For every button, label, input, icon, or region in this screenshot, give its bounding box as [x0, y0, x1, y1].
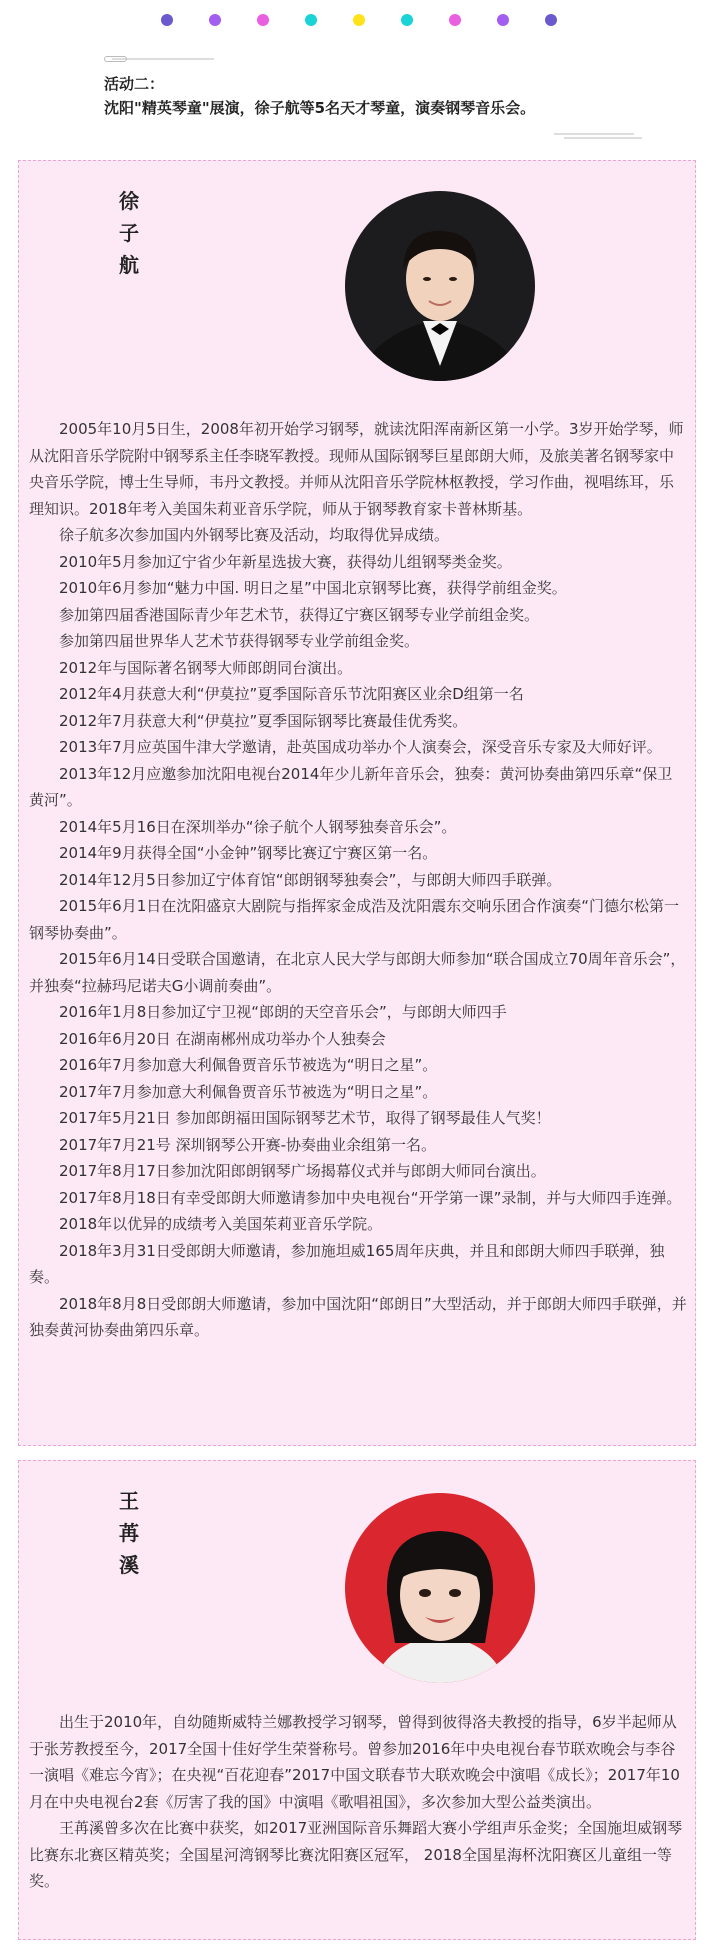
bio-paragraph: 2005年10月5日生，2008年初开始学习钢琴，就读沈阳浑南新区第一小学。3岁开始学琴，师从沈阳音乐学院附中钢琴系主任李晓军教授。现师从国际钢琴巨星郎朗大师，及旅美著名钢琴家中央音乐学院，博士生导师，韦丹文教授。并师从沈阳音乐学院林枢教授，学习作曲，视唱练耳，乐理知识。2018年考入美国朱莉亚音乐学院，师从于钢琴教育家卡普林斯基。 — [29, 420, 684, 518]
bio-paragraph: 王苒溪曾多次在比赛中获奖，如2017亚洲国际音乐舞蹈大赛小学组声乐金奖；全国施坦威钢琴比赛东北赛区精英奖；全国星河湾钢琴比赛沈阳赛区冠军， 2018全国星海杯沈阳赛区儿童组一等奖。 — [29, 1819, 683, 1890]
bio-paragraph: 2013年12月应邀参加沈阳电视台2014年少儿新年音乐会，独奏：黄河协奏曲第四乐章“保卫黄河”。 — [29, 764, 673, 809]
bio-paragraph: 2018年8月8日受郎朗大师邀请，参加中国沈阳“郎朗日”大型活动，并于郎朗大师四手联弹，并独奏黄河协奏曲第四乐章。 — [29, 1294, 687, 1339]
performer-photo — [345, 191, 535, 381]
bio-paragraph: 2012年7月获意大利“伊莫拉”夏季国际钢琴比赛最佳优秀奖。 — [59, 711, 468, 730]
bio-paragraph: 2010年5月参加辽宁省少年新星选拔大赛，获得幼儿组钢琴类金奖。 — [59, 552, 512, 571]
bio-paragraph: 2014年12月5日参加辽宁体育馆“郎朗钢琴独奏会”，与郎朗大师四手联弹。 — [59, 870, 562, 889]
bio-paragraph: 2012年4月获意大利“伊莫拉”夏季国际音乐节沈阳赛区业余D组第一名 — [59, 685, 524, 703]
bio-paragraph: 2015年6月14日受联合国邀请，在北京人民大学与郎朗大师参加“联合国成立70周年音乐会”，并独奏“拉赫玛尼诺夫G小调前奏曲”。 — [29, 950, 686, 995]
bio-paragraph: 2017年7月参加意大利佩鲁贾音乐节被选为“明日之星”。 — [59, 1082, 438, 1101]
name-char: 王 — [119, 1489, 139, 1513]
bio-paragraph: 参加第四届世界华人艺术节获得钢琴专业学前组金奖。 — [59, 632, 420, 650]
bio-paragraph: 2015年6月1日在沈阳盛京大剧院与指挥家金成浩及沈阳震东交响乐团合作演奏“门德尔松第一钢琴协奏曲”。 — [29, 897, 680, 942]
bio-paragraph: 2013年7月应英国牛津大学邀请，赴英国成功举办个人演奏会，深受音乐专家及大师好评。 — [59, 738, 662, 756]
activity-label: 活动二： — [104, 75, 165, 93]
decorative-dots — [0, 11, 716, 29]
name-char: 苒 — [119, 1521, 139, 1545]
bio-paragraph: 2018年以优异的成绩考入美国茱莉亚音乐学院。 — [59, 1215, 383, 1233]
title-line-left — [104, 54, 214, 64]
bio-paragraph: 2018年3月31日受郎朗大师邀请，参加施坦威165周年庆典，并且和郎朗大师四手联弹，独奏。 — [29, 1241, 665, 1286]
bio-paragraph: 出生于2010年，自幼随斯威特兰娜教授学习钢琴，曾得到彼得洛夫教授的指导，6岁半起师从于张芳教授至今，2017全国十佳好学生荣誉称号。曾参加2016年中央电视台春节联欢晚会与李谷一演唱《难忘今宵》；在央视“百花迎春”2017中国文联春节大联欢晚会中演唱《成长》；2017年10月在中央电视台2套《厉害了我的国》中演唱《歌唱祖国》，多次参加大型公益类演出。 — [29, 1713, 680, 1811]
dot-1 — [161, 14, 173, 26]
bio-paragraph: 2017年8月17日参加沈阳郎朗钢琴广场揭幕仪式并与郎朗大师同台演出。 — [59, 1162, 546, 1180]
performer-bio — [29, 416, 687, 1344]
activity-description: 沈阳"精英琴童"展演，徐子航等5名天才琴童，演奏钢琴音乐会。 — [104, 99, 536, 117]
name-char: 溪 — [119, 1553, 139, 1577]
dot-8 — [497, 14, 509, 26]
bio-paragraph: 2010年6月参加“魅力中国. 明日之星”中国北京钢琴比赛，获得学前组金奖。 — [59, 579, 567, 597]
bio-paragraph: 2017年8月18日有幸受郎朗大师邀请参加中央电视台“开学第一课”录制，并与大师四手连弹。 — [59, 1188, 682, 1207]
bio-paragraph: 2014年9月获得全国“小金钟”钢琴比赛辽宁赛区第一名。 — [59, 844, 438, 862]
dot-9 — [545, 14, 557, 26]
name-char: 徐 — [119, 189, 139, 213]
bio-paragraph: 2016年1月8日参加辽宁卫视“郎朗的天空音乐会”，与郎朗大师四手 — [59, 1003, 507, 1021]
performer-card-wang-ranxi — [18, 1460, 696, 1940]
performer-name — [114, 185, 144, 281]
title-line-right — [554, 130, 644, 142]
dot-3 — [257, 14, 269, 26]
dot-4 — [305, 14, 317, 26]
bio-paragraph: 2012年与国际著名钢琴大师郎朗同台演出。 — [59, 658, 353, 677]
performer-card-xu-zihang — [18, 160, 696, 1446]
dot-7 — [449, 14, 461, 26]
name-char: 子 — [119, 221, 139, 245]
bio-paragraph: 2017年7月21号 深圳钢琴公开赛-协奏曲业余组第一名。 — [59, 1135, 436, 1154]
dot-5 — [353, 14, 365, 26]
bio-paragraph: 2016年7月参加意大利佩鲁贾音乐节被选为“明日之星”。 — [59, 1056, 438, 1074]
name-char: 航 — [119, 253, 139, 277]
bio-paragraph: 参加第四届香港国际青少年艺术节，获得辽宁赛区钢琴专业学前组金奖。 — [59, 605, 540, 624]
dot-6 — [401, 14, 413, 26]
performer-bio — [29, 1709, 687, 1895]
bio-paragraph: 2014年5月16日在深圳举办“徐子航个人钢琴独奏音乐会”。 — [59, 817, 457, 836]
bio-paragraph: 2017年5月21日 参加郎朗福田国际钢琴艺术节，取得了钢琴最佳人气奖！ — [59, 1109, 551, 1127]
dot-2 — [209, 14, 221, 26]
performer-photo — [345, 1493, 535, 1683]
bio-paragraph: 徐子航多次参加国内外钢琴比赛及活动，均取得优异成绩。 — [59, 526, 450, 544]
bio-paragraph: 2016年6月20日 在湖南郴州成功举办个人独奏会 — [59, 1029, 386, 1048]
performer-name — [114, 1485, 144, 1581]
